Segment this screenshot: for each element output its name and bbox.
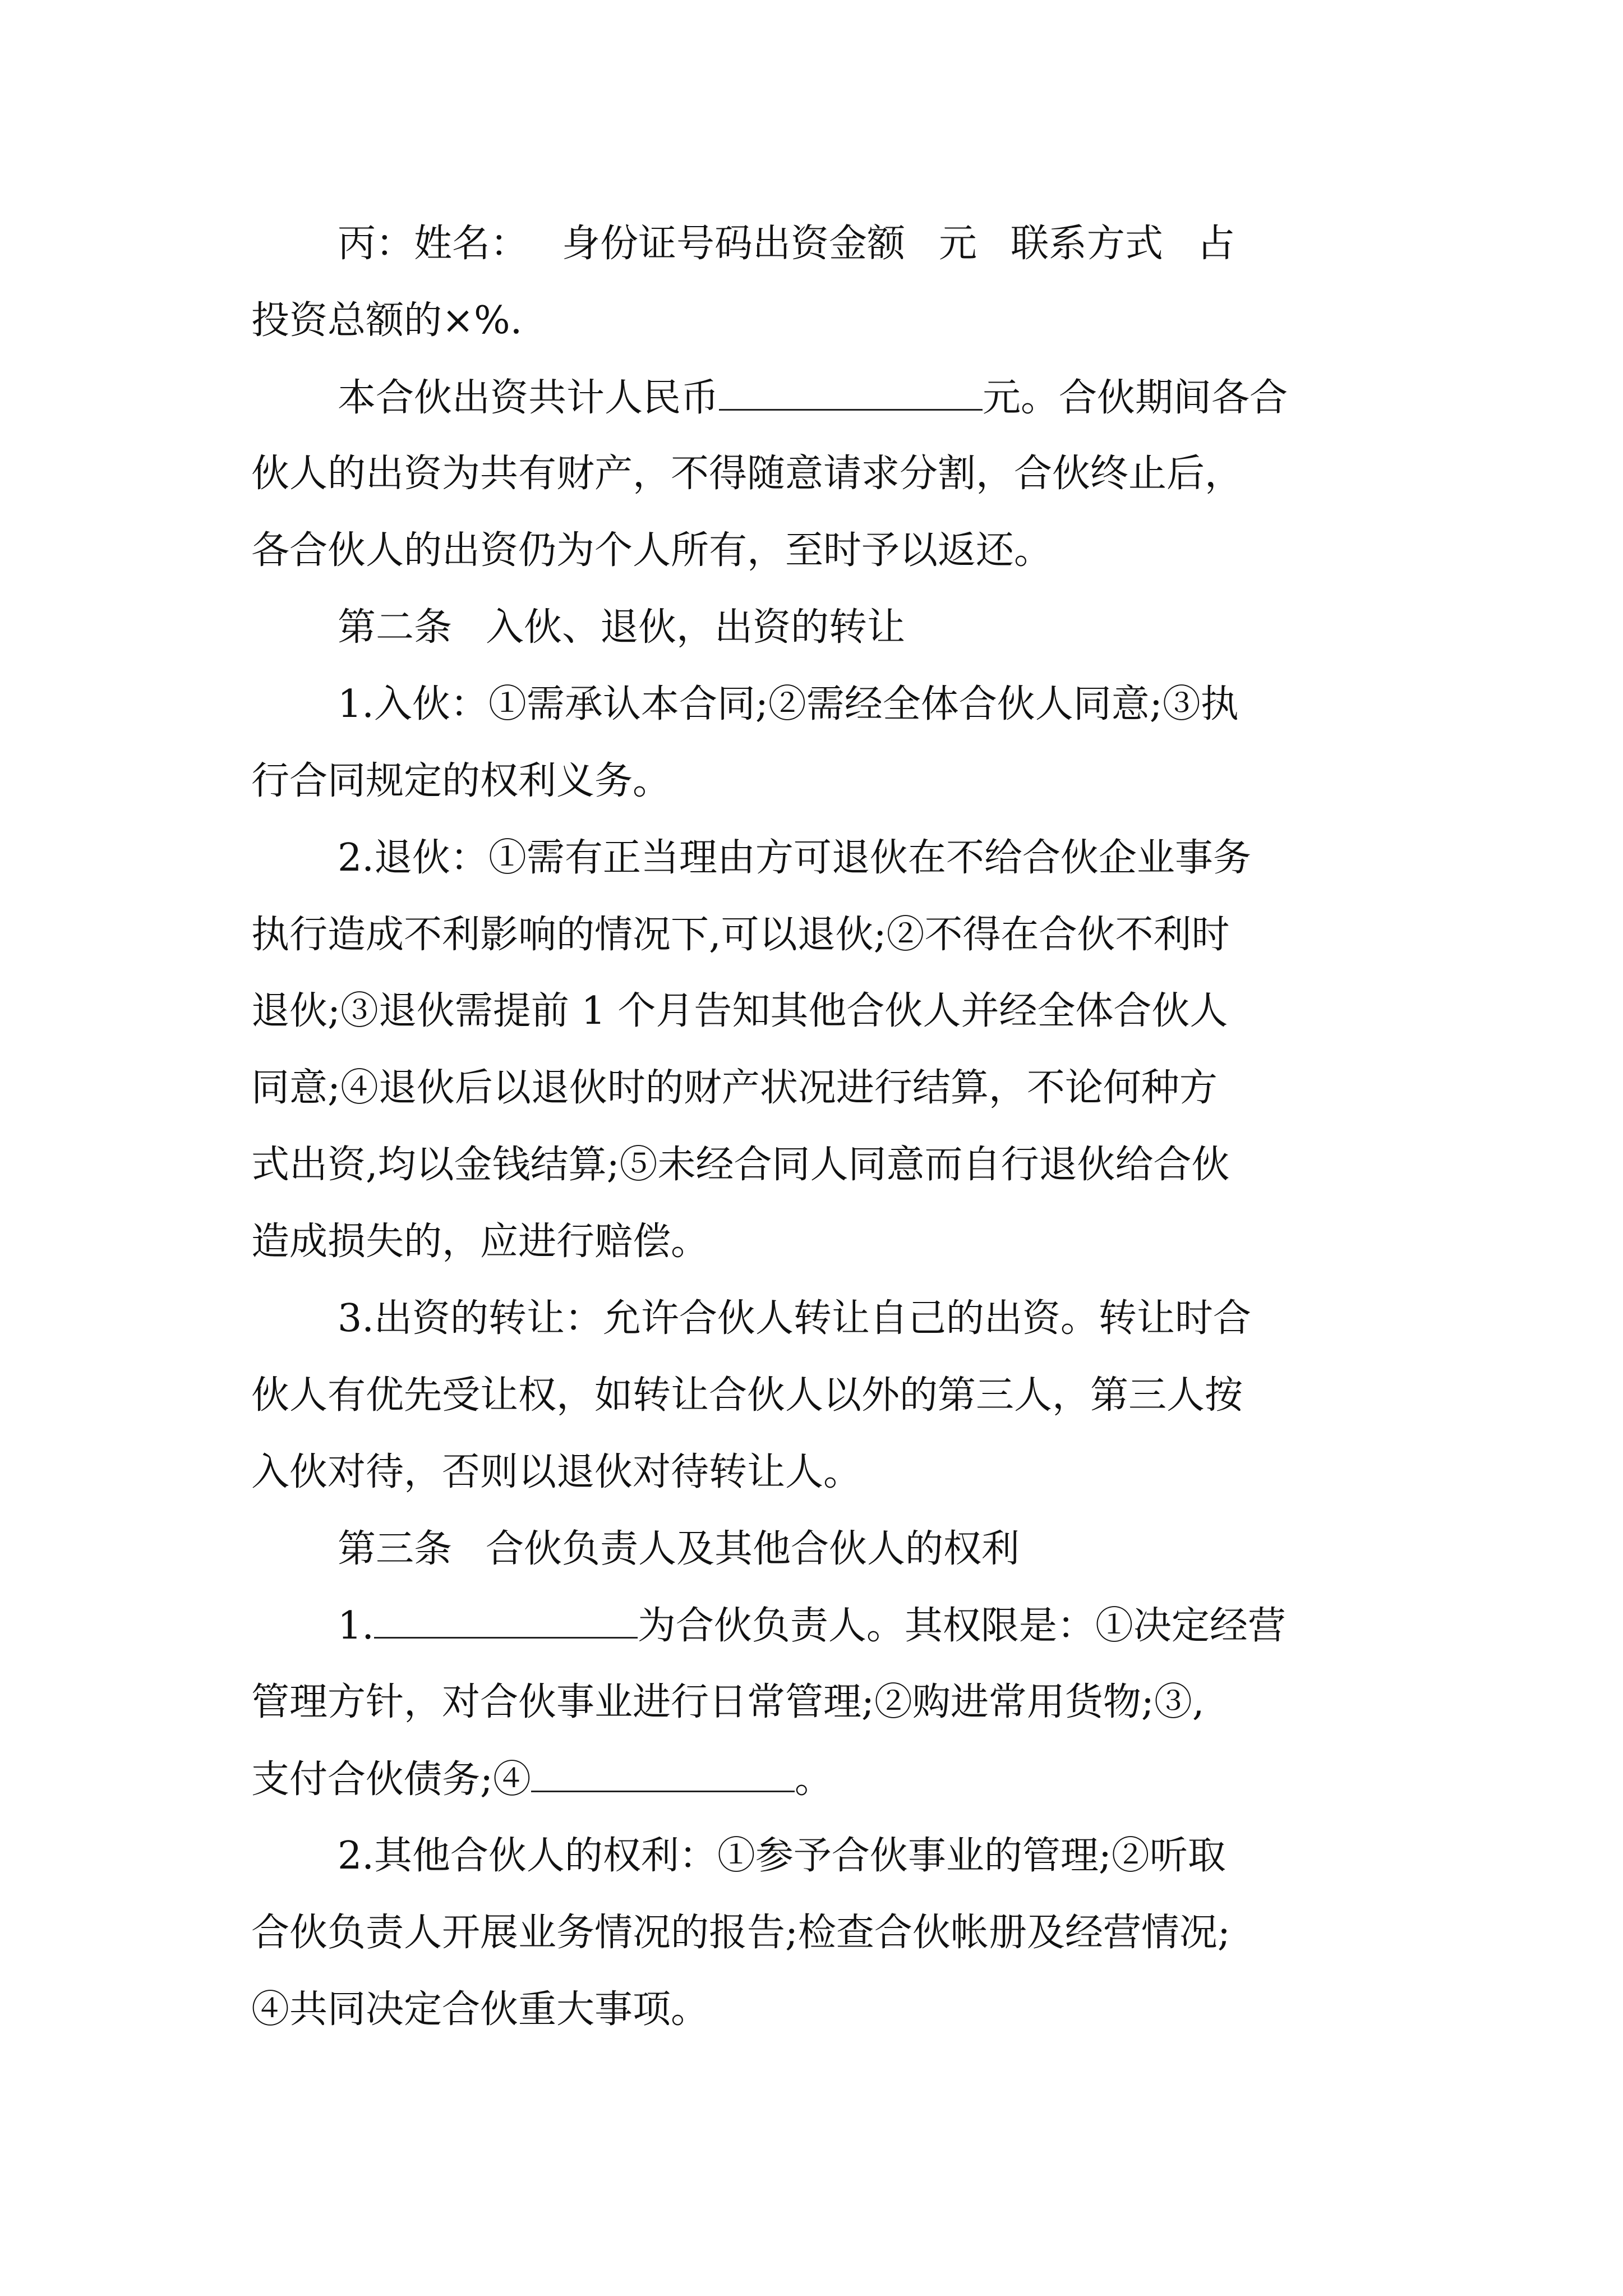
article3-heading-text: 合伙负责人及其他合伙人的权利 xyxy=(486,1527,1020,1571)
article2-item2-line1: 2.退伙：①需有正当理由方可退伙在不给合伙企业事务 xyxy=(338,836,1251,880)
article2-item2-line2: 执行造成不利影响的情况下,可以退伙;②不得在合伙不利时 xyxy=(251,913,1230,957)
blank-authority-item4 xyxy=(531,1751,795,1792)
article3-item1-line3-suffix: 。 xyxy=(794,1757,833,1802)
party-bing-share-end: 投资总额的×%. xyxy=(251,298,523,343)
article3-item1-line2: 管理方针，对合伙事业进行日常管理;②购进常用货物;③, xyxy=(251,1680,1205,1724)
party-bing-label: 丙：姓名： xyxy=(338,222,529,266)
party-bing-yuan: 元 xyxy=(939,222,978,266)
article3-item2-line2: 合伙负责人开展业务情况的报告;检查合伙帐册及经营情况; xyxy=(251,1911,1230,1955)
article3-item1-line3 xyxy=(251,1751,1407,1807)
article2-heading-num: 第二条 xyxy=(338,605,453,650)
article2-item3-line2: 伙人有优先受让权，如转让合伙人以外的第三人，第三人按 xyxy=(251,1373,1243,1418)
article2-item3-line1: 3.出资的转让：允许合伙人转让自己的出资。转让时合 xyxy=(338,1296,1251,1341)
article2-item2-line4: 同意;④退伙后以退伙时的财产状况进行结算，不论何种方 xyxy=(251,1066,1218,1110)
article2-item2-line6: 造成损失的，应进行赔偿。 xyxy=(251,1220,709,1264)
party-bing-id-number: 身份证号码出资金额 xyxy=(562,222,906,266)
article2-item2-line3: 退伙;③退伙需提前 1 个月告知其他合伙人并经全体合伙人 xyxy=(251,989,1228,1033)
article3-item2-line3: ④共同决定合伙重大事项。 xyxy=(251,1987,709,2032)
total-capital-suffix: 元。合伙期间各合 xyxy=(983,376,1288,420)
article3-heading xyxy=(338,1521,1407,1577)
total-capital-prefix: 本合伙出资共计人民币 xyxy=(338,376,720,420)
party-bing-line xyxy=(338,216,1407,272)
party-bing-contact: 联系方式 xyxy=(1011,222,1164,266)
article2-item1-line2: 行合同规定的权利义务。 xyxy=(251,759,671,803)
article2-item2-line5: 式出资,均以金钱结算;⑤未经合同人同意而自行退伙给合伙 xyxy=(251,1143,1230,1187)
article2-item3-line3: 入伙对待，否则以退伙对待转让人。 xyxy=(251,1450,862,1494)
article3-item1-line3-prefix: 支付合伙债务;④ xyxy=(251,1757,531,1802)
article2-item1-line1: 1.入伙：①需承认本合同;②需经全体合伙人同意;③执 xyxy=(338,682,1239,726)
blank-partner-leader xyxy=(374,1598,638,1639)
blank-total-amount xyxy=(719,370,983,411)
article3-item1-prefix: 1. xyxy=(338,1604,374,1648)
total-capital-line2: 伙人的出资为共有财产，不得随意请求分割，合伙终止后， xyxy=(251,452,1243,496)
article3-item2-line1: 2.其他合伙人的权利：①参予合伙事业的管理;②听取 xyxy=(338,1834,1226,1878)
article3-item1-suffix: 为合伙负责人。其权限是：①决定经营 xyxy=(637,1604,1286,1648)
article3-item1-line1 xyxy=(338,1598,1407,1654)
article3-heading-num: 第三条 xyxy=(338,1527,453,1571)
article2-heading-text: 入伙、退伙，出资的转让 xyxy=(486,605,906,650)
total-capital-line1 xyxy=(338,370,1407,426)
article2-heading xyxy=(338,600,1407,656)
party-bing-share-start: 占 xyxy=(1197,222,1235,266)
total-capital-line3: 各合伙人的出资仍为个人所有，至时予以返还。 xyxy=(251,528,1053,573)
